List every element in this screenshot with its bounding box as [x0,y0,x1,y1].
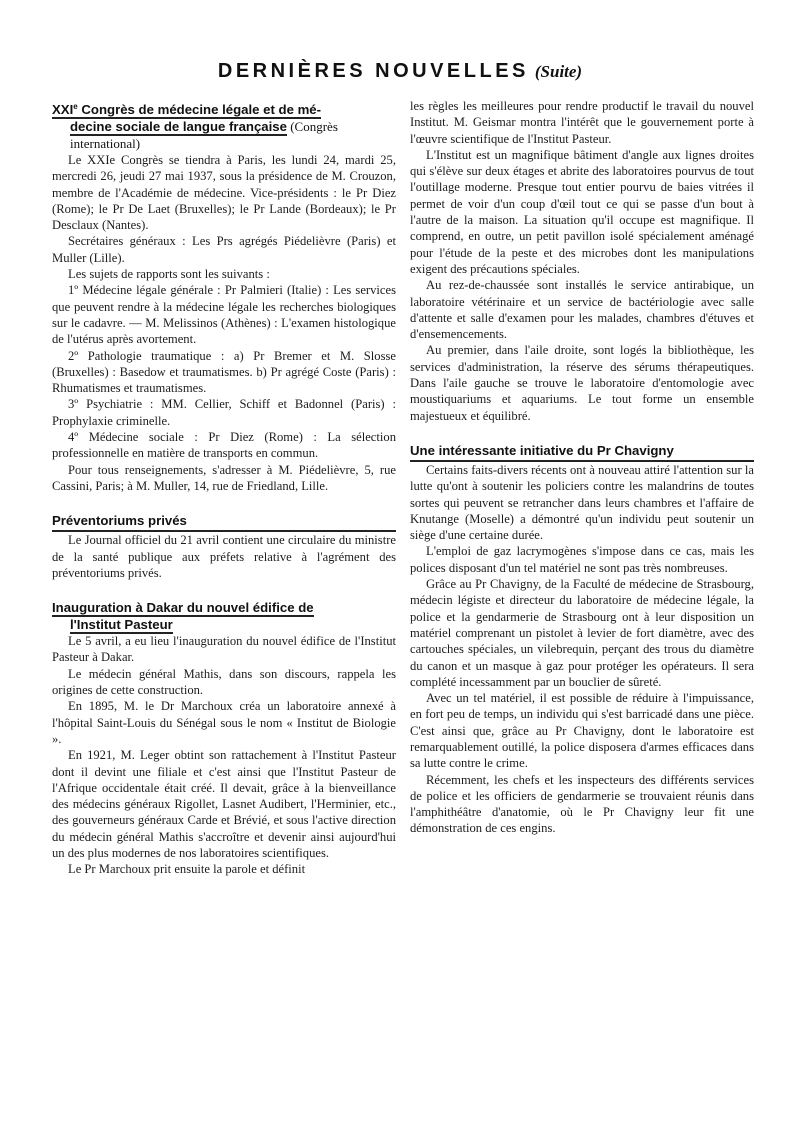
paragraph: En 1921, M. Leger obtint son rattachement à l'Institut Pasteur dont il devint une filiale et c'est ainsi que l'Institut Pasteur de l'Afrique occidentale était créé. Il devait, grâce à la bienveillance des médecins généraux Rigollet, Lasnet Audibert, l'Herminier, etc., des gouverneurs généraux Carde et Brévié, et sous l'active direction du médecin général Mathis s'accroître et devenir ainsi aujourd'hui un des plus modernes de nos laboratoires scientifiques. [52,748,396,860]
paragraph: 4º Médecine sociale : Pr Diez (Rome) : La sélection professionnelle en matière de transports en commun. [52,430,396,461]
paragraph: Pour tous renseignements, s'adresser à M. Piédelièvre, 5, rue Cassini, Paris; à M. Muller, 14, rue de Friedland, Lille. [52,462,396,493]
article-chavigny [410,442,754,837]
paragraph: Le 5 avril, a eu lieu l'inauguration du nouvel édifice de l'Institut Pasteur à Dakar. [52,634,396,665]
article-congres [52,98,396,494]
paragraph: Le XXIe Congrès se tiendra à Paris, les lundi 24, mardi 25, mercredi 26, jeudi 27 mai 1937, sous la présidence de M. Crouzon, membre de l'Académie de médecine. Vice-présidents : le Pr Diez (Rome); le Pr De Laet (Bruxelles); le Pr Lande (Bordeaux); le Pr Desclaux (Nantes). [52,153,396,233]
paragraph: Le Journal officiel du 21 avril contient une circulaire du ministre de la santé publique aux préfets relative à l'agrément des préventoriums privés. [52,533,396,580]
paragraph: Grâce au Pr Chavigny, de la Faculté de médecine de Strasbourg, médecin légiste et directeur du laboratoire de médecine légale, la police et la gendarmerie de Strasbourg ont à leur disposition un matériel comprenant un pistolet à levier de fort diamètre, avec des cartouches spéciales, un vilebrequin, perçant des trous du diamètre du canon et un masque à gaz pour protéger les opérateurs. Il sera complété incessamment par un bouclier de sûreté. [410,577,754,689]
paragraph: 2º Pathologie traumatique : a) Pr Bremer et M. Slosse (Bruxelles) : Basedow et traumatismes. b) Pr agrégé Coste (Paris) : Rhumatismes et traumatismes. [52,348,396,396]
paragraph: 1º Médecine légale générale : Pr Palmieri (Italie) : Les services que peuvent rendre à la médecine légale les recherches biologiques sur le cadavre. — M. Melissinos (Athènes) : L'examen histologique de l'utérus après avortement. [52,283,396,347]
paragraph: 3º Psychiatrie : MM. Cellier, Schiff et Badonnel (Paris) : Prophylaxie criminelle. [52,397,396,428]
paragraph: Avec un tel matériel, il est possible de réduire à l'impuissance, en fort peu de temps, un individu qui s'est barricadé dans une pièce. C'est ainsi que, grâce au Pr Chavigny, dont le laboratoire est remarquablement outillé, la police disposera d'armes efficaces dans sa lutte contre le crime. [410,691,754,771]
article-congres-title: XXIe Congrès de médecine légale et de mé- decine sociale de langue française (Congrès international) [52,102,338,151]
masthead [0,60,800,83]
paragraph: L'Institut est un magnifique bâtiment d'angle aux lignes droites qui s'élève sur deux étages et abrite des laboratoires pourvus de tout l'outillage moderne. Presque tout entier pourvu de baies vitrées il permet de voir d'un coup d'œil tout ce qui se passe d'un bout à l'autre de la maison. La situation qu'il occupe est magnifique. Il comprend, en outre, un petit pavillon isolé spécialement aménagé pour l'étude de la peste et des microbes dont les manipulations exigent des précautions spéciales. [410,147,754,276]
paragraph: En 1895, M. le Dr Marchoux créa un laboratoire annexé à l'hôpital Saint-Louis du Sénégal sous le nom « Institut de Biologie ». [52,699,396,746]
masthead-suite: (Suite) [534,62,583,81]
article-dakar-continued [410,98,754,424]
paragraph: Récemment, les chefs et les inspecteurs des différents services de police et les officiers de gendarmerie se trouvaient réunis dans l'amphithéâtre d'anatomie, où le Pr Chavigny leur fit une démonstration de ces engins. [410,772,754,836]
right-column [410,98,754,837]
article-chavigny-title: Une intéressante initiative du Pr Chavigny [410,442,754,462]
paragraph: Les sujets de rapports sont les suivants : [68,267,270,282]
article-dakar-title: Inauguration à Dakar du nouvel édifice de l'Institut Pasteur [52,600,314,633]
article-dakar [52,599,396,877]
paragraph: Le médecin général Mathis, dans son discours, rappela les origines de cette construction. [52,666,396,698]
article-preventoriums [52,512,396,581]
paragraph: Au premier, dans l'aile droite, sont logés la bibliothèque, les services d'administration, la réserve des sérums thérapeutiques. Dans l'aile gauche se trouve le laboratoire d'entomologie avec moustiquariums et aquariums. Le tout forme un ensemble majestueux et équilibré. [410,343,754,423]
masthead-title: DERNIÈRES NOUVELLES [217,60,529,82]
paragraph: les règles les meilleures pour rendre productif le travail du nouvel Institut. M. Geismar montra l'intérêt que le gouvernement porte à l'œuvre scientifique de l'Institut Pasteur. [410,99,754,146]
paragraph: Certains faits-divers récents ont à nouveau attiré l'attention sur la lutte qu'ont à soutenir les policiers contre les malandrins de toutes sortes qui peuvent se retrancher dans leurs chambres et l'affaire de Knutange (Moselle) a démontré qu'un individu peut soutenir un siège d'une certaine durée. [410,462,754,543]
paragraph: L'emploi de gaz lacrymogènes s'impose dans ce cas, mais les polices disposant d'un tel matériel ne sont pas très nombreuses. [410,544,754,575]
paragraph: Le Pr Marchoux prit ensuite la parole et définit [68,862,306,877]
left-column [52,98,396,896]
article-preventoriums-title: Préventoriums privés [52,512,396,532]
paragraph: Secrétaires généraux : Les Prs agrégés Piédelièvre (Paris) et Muller (Lille). [52,234,396,265]
paragraph: Au rez-de-chaussée sont installés le service antirabique, un laboratoire vétérinaire et un service de bactériologie avec salle d'attente et salle d'examen pour les malades, chambres d'étuves et d'ensemencements. [410,278,754,342]
